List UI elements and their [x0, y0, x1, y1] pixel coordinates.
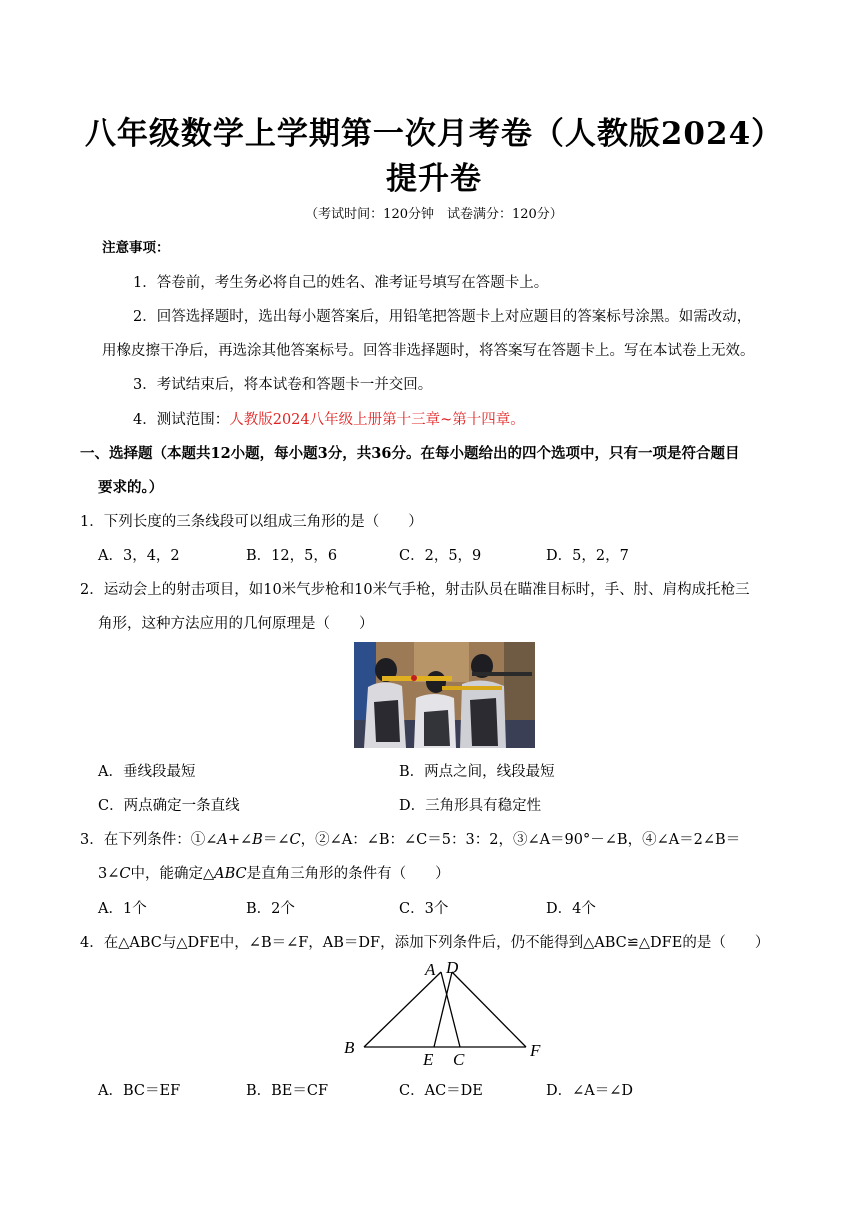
q2-option-c: C．两点确定一条直线 — [98, 798, 240, 814]
triangle-figure — [336, 955, 556, 1070]
test-scope: 人教版2024八年级上册第十三章~第十四章。 — [229, 412, 525, 428]
q3-var-abc: ABC — [214, 866, 247, 882]
exam-info: （考试时间：120分钟 试卷满分：120分） — [305, 207, 563, 222]
note-item-3: 3．考试结束后，将本试卷和答题卡一并交回。 — [133, 377, 433, 393]
q4-stem: 4．在△ABC与△DFE中，∠B＝∠F，AB＝DF，添加下列条件后，仍不能得到△ABC≌△DFE的是（ ） — [80, 935, 770, 951]
q2-option-d: D．三角形具有稳定性 — [399, 798, 542, 814]
q3-text: 中，能确定△ — [130, 866, 215, 882]
q2-stem-line1: 2．运动会上的射击项目，如10米气步枪和10米气手枪，射击队员在瞄准目标时，手、肘、肩构成托枪三 — [80, 582, 750, 598]
q3-text: ，②∠A：∠B：∠C＝5：3：2，③∠A＝90°－∠B，④∠A＝2∠B＝ — [300, 832, 741, 848]
label-a: A — [425, 960, 436, 979]
q3-var-c: C — [119, 866, 131, 882]
label-d: D — [446, 958, 459, 977]
q3-option-c: C．3个 — [399, 901, 449, 917]
shooting-photo — [354, 642, 535, 748]
label-c: C — [453, 1050, 465, 1069]
exam-title: 八年级数学上学期第一次月考卷（人教版2024） — [84, 116, 784, 152]
q3-text: 3∠ — [98, 866, 120, 882]
q3-text: 是直角三角形的条件有（ ） — [246, 866, 450, 882]
label-f: F — [530, 1041, 541, 1060]
line-ac — [441, 972, 460, 1047]
notes-heading: 注意事项： — [102, 240, 170, 256]
note-item-4-prefix: 4．测试范围： — [133, 412, 230, 428]
q3-text: 3．在下列条件：①∠ — [80, 832, 218, 848]
note-item-2-line2: 用橡皮擦干净后，再选涂其他答案标号。回答非选择题时，将答案写在答题卡上。写在本试卷上无效。 — [102, 343, 755, 359]
note-item-4 — [133, 408, 525, 429]
line-df — [452, 972, 526, 1047]
shooting-photo-illustration — [354, 642, 535, 748]
exam-subtitle: 提升卷 — [386, 161, 482, 197]
q3-option-d: D．4个 — [546, 901, 596, 917]
line-de — [434, 972, 452, 1047]
q3-var-b: B — [252, 832, 263, 848]
line-ab — [364, 972, 441, 1047]
q3-var-c: C — [289, 832, 301, 848]
q2-stem-line2: 角形，这种方法应用的几何原理是（ ） — [98, 616, 374, 632]
q3-stem-line1 — [80, 828, 740, 849]
note-item-2-line1: 2．回答选择题时，选出每小题答案后，用铅笔把答题卡上对应题目的答案标号涂黑。如需改动， — [133, 309, 752, 325]
q3-stem-line2 — [98, 862, 450, 883]
q3-var-a: A — [217, 832, 228, 848]
q1-option-a: A．3，4，2 — [98, 548, 180, 564]
section1-heading-line1: 一、选择题（本题共12小题，每小题3分，共36分。在每小题给出的四个选项中，只有一项是符合题目 — [80, 445, 740, 462]
q4-option-c: C．AC＝DE — [399, 1083, 483, 1099]
q3-text: +∠ — [227, 832, 253, 848]
q1-stem: 1．下列长度的三条线段可以组成三角形的是（ ） — [80, 514, 423, 530]
q4-option-b: B．BE＝CF — [246, 1083, 329, 1099]
label-e: E — [423, 1050, 434, 1069]
section1-heading-line2: 要求的。） — [98, 479, 164, 496]
q2-option-a: A．垂线段最短 — [98, 764, 196, 780]
q1-option-d: D．5，2，7 — [546, 548, 629, 564]
q3-option-a: A．1个 — [98, 901, 147, 917]
note-item-1: 1．答卷前，考生务必将自己的姓名、准考证号填写在答题卡上。 — [133, 275, 549, 291]
q4-option-d: D．∠A＝∠D — [546, 1083, 634, 1099]
q4-option-a: A．BC＝EF — [98, 1083, 181, 1099]
q3-text: ＝∠ — [262, 832, 290, 848]
q3-option-b: B．2个 — [246, 901, 295, 917]
q2-option-b: B．两点之间，线段最短 — [399, 764, 555, 780]
label-b: B — [344, 1038, 355, 1057]
q1-option-b: B．12，5，6 — [246, 548, 338, 564]
q1-option-c: C．2，5，9 — [399, 548, 482, 564]
